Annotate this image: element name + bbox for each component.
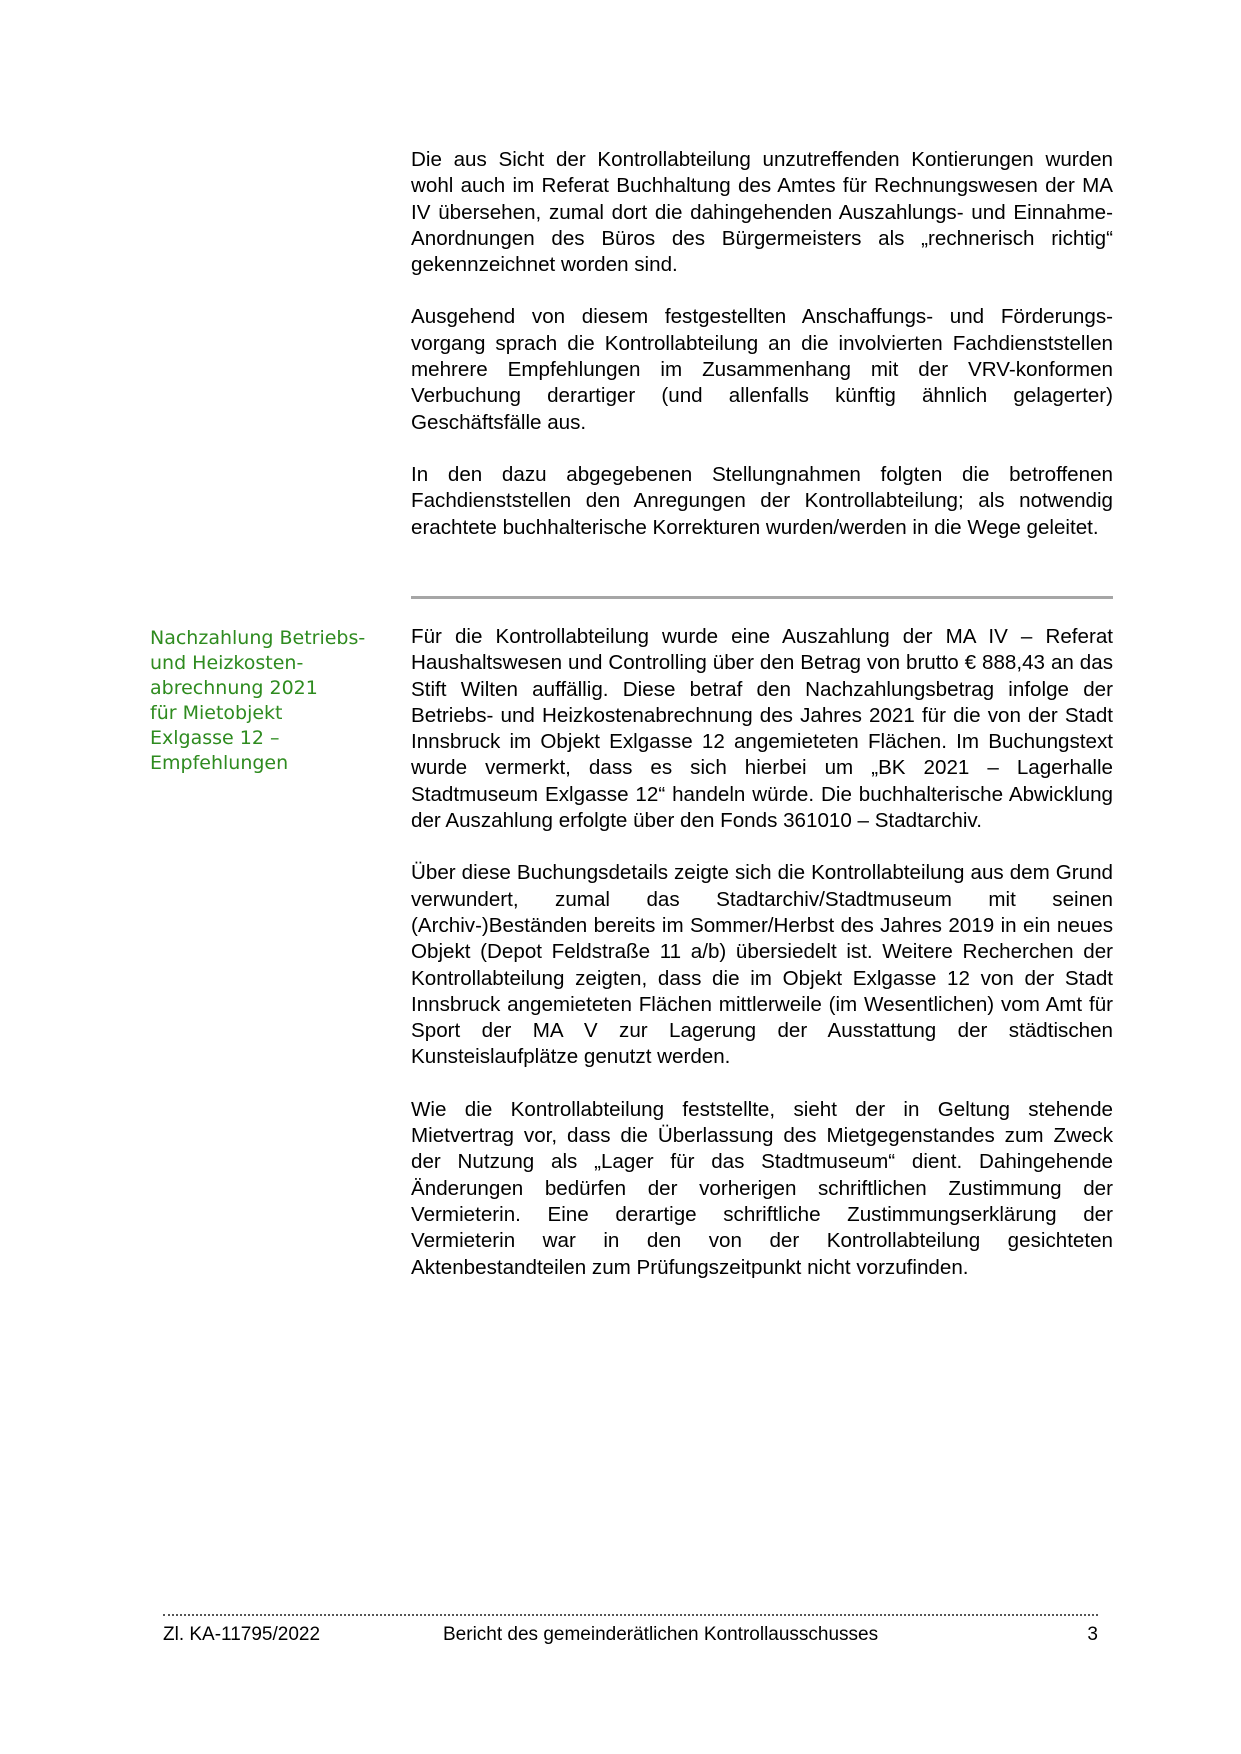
paragraph: Für die Kontrollabteilung wurde eine Auszahlung der MA IV – Referat Haushaltswesen und Controlling über den Betrag von brutto € 888,43 an das Stift Wilten auffällig. Diese betraf den Nachzahlungsbetrag infolge der Betriebs- und Heizkostenabrechnung des Jahres 2021 für die von der Stadt Innsbruck im Objekt Exlgasse 12 angemieteten Flächen. Im Buchungstext wurde vermerkt, dass es sich hierbei um „BK 2021 – Lagerhalle Stadtmuseum Exlgasse 12“ handeln würde. Die buchhalterische Abwicklung der Auszahlung erfolgte über den Fonds 361010 – Stadtarchiv. — [411, 625, 1113, 833]
margin-heading-line: Exlgasse 12 – — [150, 727, 280, 749]
margin-heading-line: und Heizkosten- — [150, 652, 304, 674]
section-divider — [411, 596, 1113, 599]
footer-title: Bericht des gemeinderätlichen Kontrollausschusses — [443, 1624, 879, 1645]
paragraph: Wie die Kontrollabteilung feststellte, sieht der in Geltung stehende Mietvertrag vor, dass die Überlassung des Mietgegenstandes zum Zweck der Nutzung als „Lager für das Stadtmuseum“ dient. Dahingehende Änderungen bedürfen der vorherigen schriftlichen Zustimmung der Vermieterin. Eine derartige schriftliche Zustimmungserklärung der Vermieterin war in den von der Kontrollabteilung gesichteten Aktenbestandteilen zum Prüfungszeitpunkt nicht vorzufinden. — [411, 1097, 1113, 1279]
paragraph: Die aus Sicht der Kontrollabteilung unzutreffenden Kontierungen wurden wohl auch im Referat Buchhaltung des Amtes für Rechnungswesen der MA IV übersehen, zumal dort die dahingehenden Auszahlungs- und Einnahme-Anordnungen des Büros des Bürgermeisters als „rechnerisch richtig“ gekennzeichnet worden sind. — [411, 148, 1113, 277]
margin-heading-line: für Mietobjekt — [150, 702, 283, 724]
body-section-main — [411, 624, 1113, 1281]
margin-heading-line: abrechnung 2021 — [150, 677, 318, 699]
page-number: 3 — [1087, 1624, 1098, 1645]
footer-reference: Zl. KA-11795/2022 — [163, 1624, 321, 1645]
paragraph: In den dazu abgegebenen Stellungnahmen folgten die betroffenen Fachdienststellen den Anregungen der Kontrollabteilung; als notwendig erachtete buchhalterische Korrekturen wurden/werden in die Wege geleitet. — [411, 462, 1113, 539]
margin-heading-line: Empfehlungen — [150, 752, 289, 774]
paragraph: Über diese Buchungsdetails zeigte sich die Kontrollabteilung aus dem Grund verwundert, zumal das Stadtarchiv/Stadtmuseum mit seinen (Archiv-)Beständen bereits im Sommer/Herbst des Jahres 2019 in ein neues Objekt (Depot Feldstraße 11 a/b) übersiedelt ist. Weitere Recherchen der Kontrollabteilung zeigten, dass die im Objekt Exlgasse 12 von der Stadt Innsbruck angemieteten Flächen mittlerweile (im Wesentlichen) vom Amt für Sport der MA V zur Lagerung der Ausstattung der städtischen Kunsteislaufplätze genutzt werden. — [411, 861, 1113, 1069]
margin-heading — [150, 626, 365, 776]
body-section-top — [411, 147, 1113, 541]
paragraph: Ausgehend von diesem festgestellten Anschaffungs- und Förderungsvorgang sprach die Kontrollabteilung an die involvierten Fachdienststellen mehrere Empfehlungen im Zusammenhang mit der VRV-konformen Verbuchung derartiger (und allenfalls künftig ähnlich gelagerter) Geschäftsfälle aus. — [411, 305, 1113, 434]
margin-heading-line: Nachzahlung Betriebs- — [150, 627, 366, 649]
footer-divider — [163, 1614, 1098, 1616]
